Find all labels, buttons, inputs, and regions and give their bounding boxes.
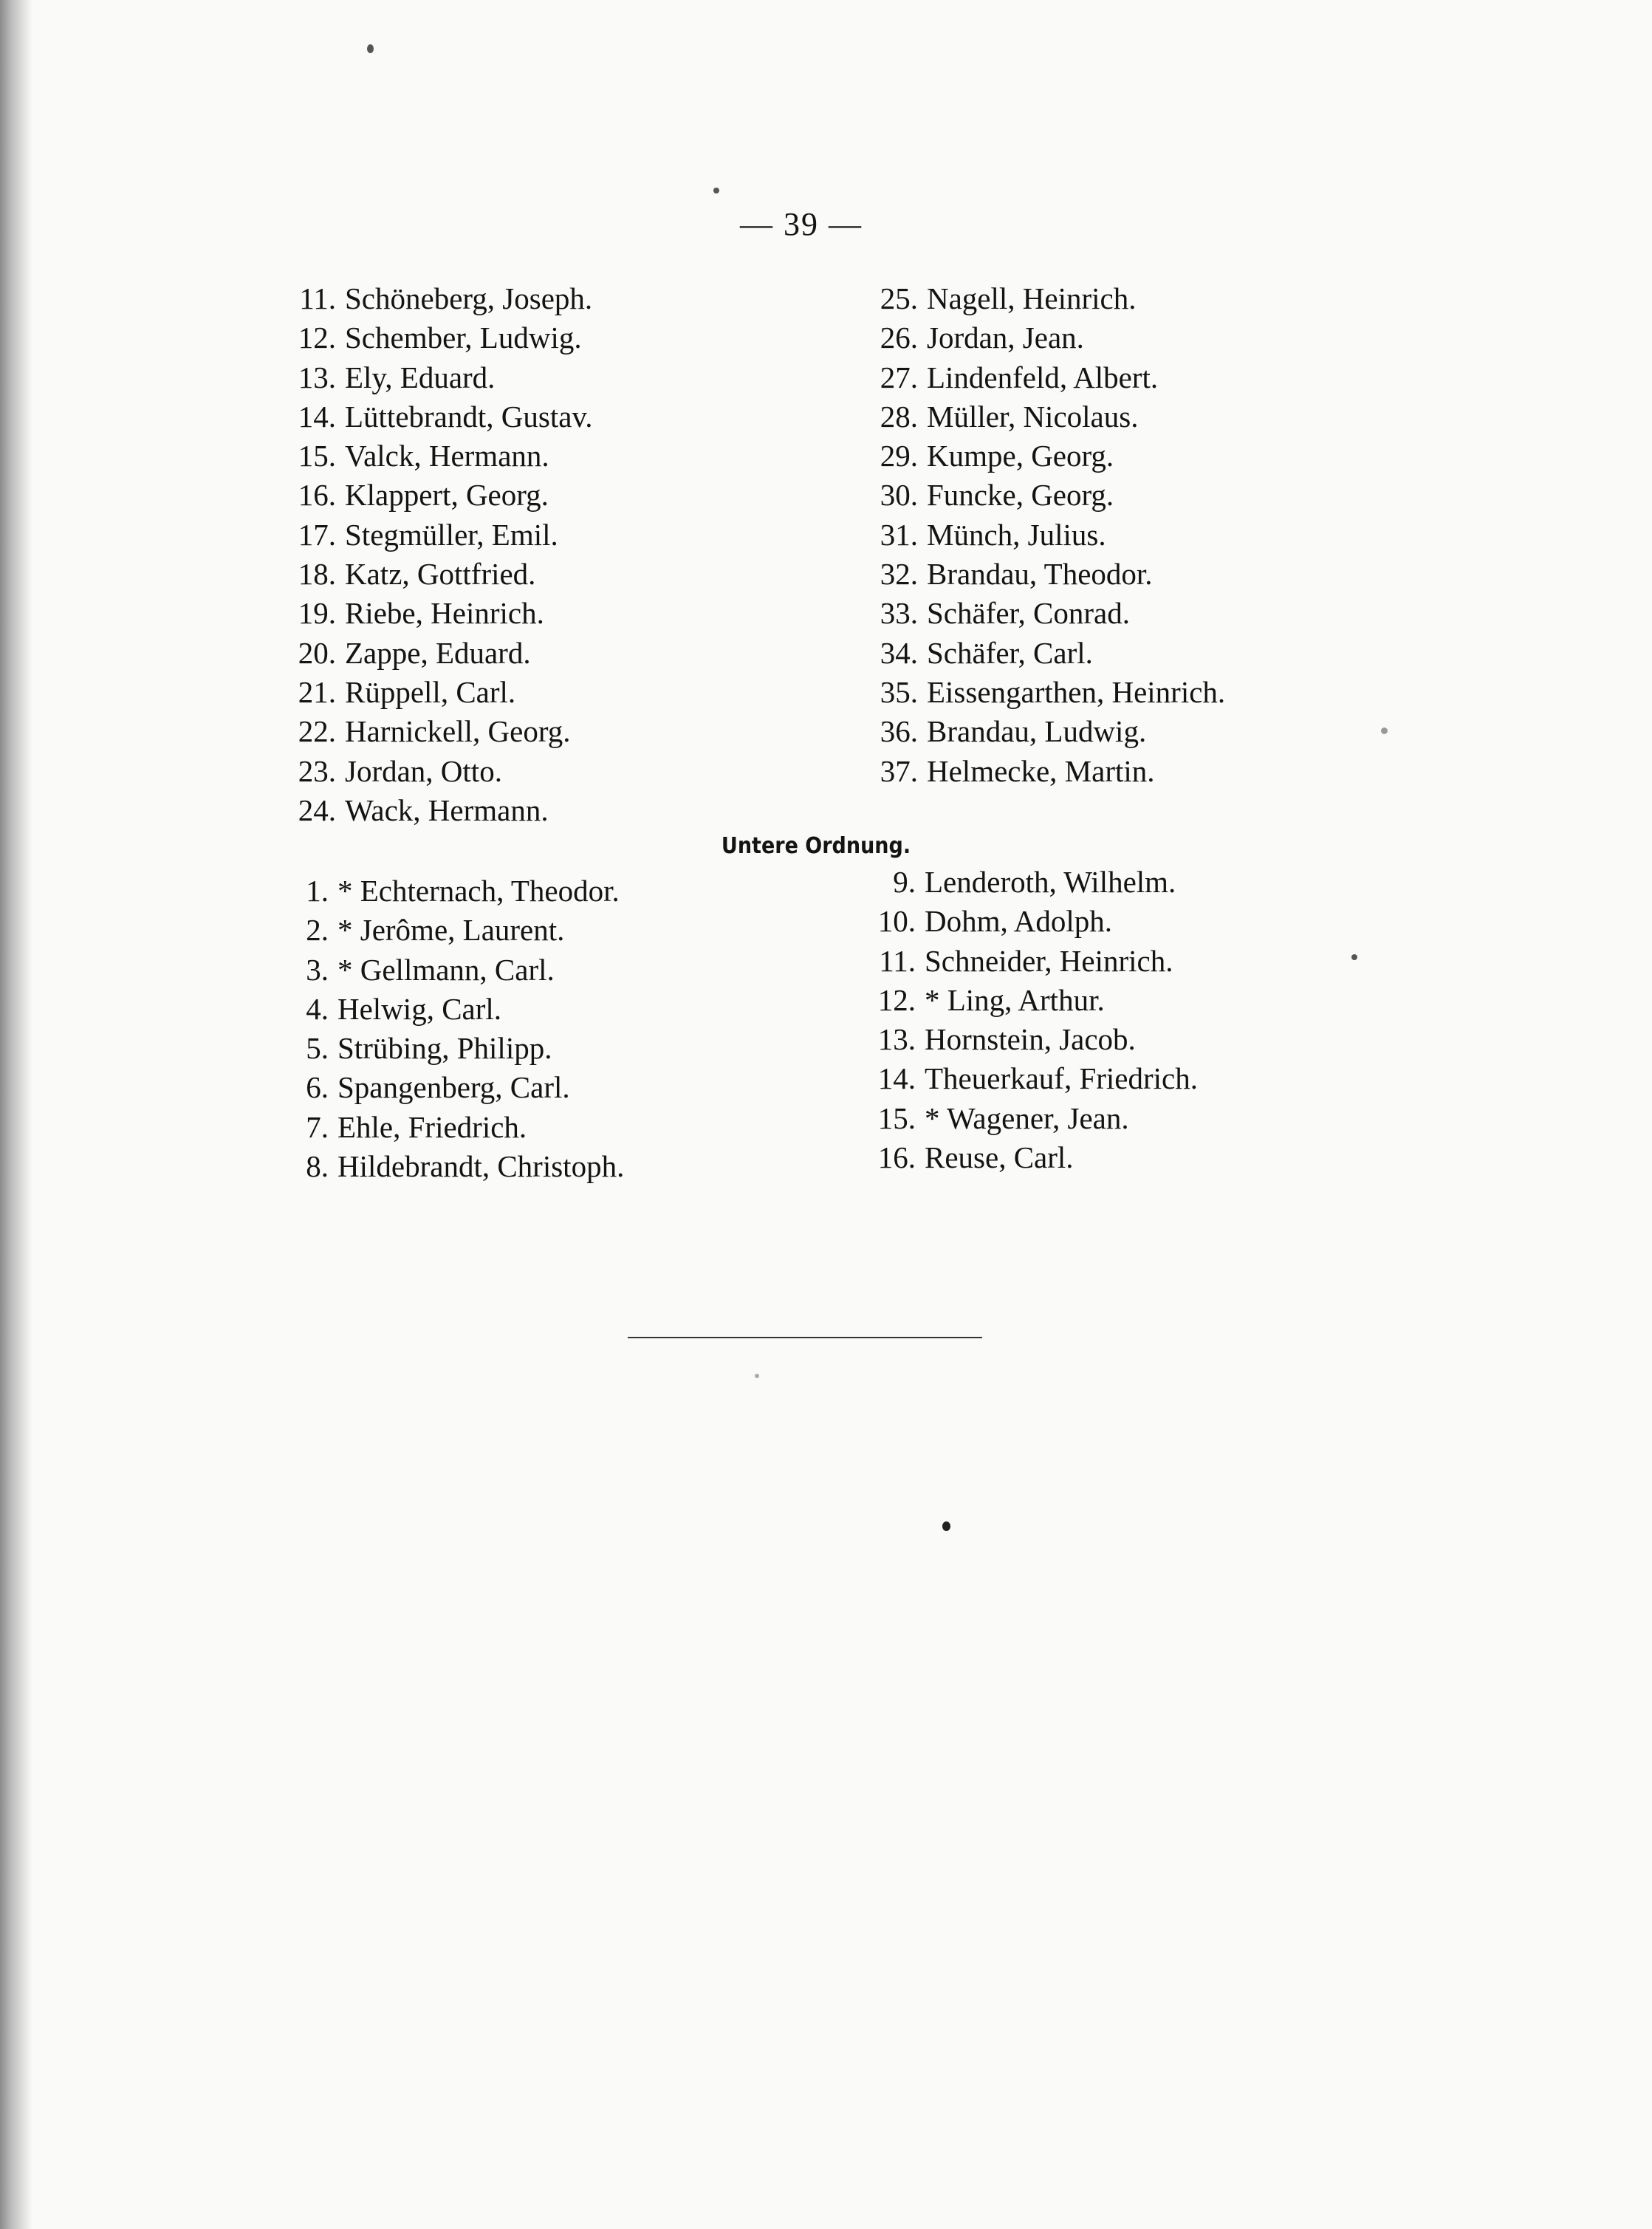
list-item bbox=[859, 318, 1225, 357]
list-item bbox=[284, 634, 593, 673]
entry-number: 14. bbox=[877, 1061, 916, 1096]
student-name: Klappert, Georg. bbox=[345, 478, 549, 513]
entry-number: 20. bbox=[298, 635, 336, 670]
student-name: * Echternach, Theodor. bbox=[337, 874, 620, 908]
entry-number: 16. bbox=[877, 1140, 916, 1175]
list-item bbox=[284, 318, 593, 357]
entry-number: 23. bbox=[298, 753, 336, 788]
entry-number: 10. bbox=[877, 904, 916, 939]
list-item bbox=[859, 752, 1225, 791]
student-name: Ely, Eduard. bbox=[345, 360, 496, 394]
entry-number: 5. bbox=[306, 1031, 329, 1066]
ink-speck bbox=[367, 44, 374, 53]
student-name: Lüttebrandt, Gustav. bbox=[345, 399, 593, 434]
entry-number: 31. bbox=[880, 517, 918, 552]
entry-number: 18. bbox=[298, 557, 336, 592]
list-item bbox=[284, 279, 593, 318]
entry-number: 32. bbox=[880, 557, 918, 592]
entry-number: 26. bbox=[880, 321, 918, 355]
list-item bbox=[859, 279, 1225, 318]
entry-number: 15. bbox=[877, 1100, 916, 1135]
student-name: Schneider, Heinrich. bbox=[925, 943, 1173, 978]
list-item bbox=[284, 990, 624, 1029]
list-item bbox=[859, 555, 1225, 594]
list-item bbox=[284, 397, 593, 436]
list-item bbox=[859, 673, 1225, 712]
ink-speck bbox=[713, 188, 719, 194]
student-name: * Wagener, Jean. bbox=[925, 1100, 1129, 1135]
entry-number: 30. bbox=[880, 478, 918, 513]
list-item bbox=[857, 902, 1198, 941]
student-name: * Jerôme, Laurent. bbox=[337, 913, 565, 948]
student-name: Theuerkauf, Friedrich. bbox=[925, 1061, 1198, 1096]
list-item bbox=[859, 516, 1225, 555]
entry-number: 1. bbox=[306, 874, 329, 908]
entry-number: 19. bbox=[298, 596, 336, 631]
list-item bbox=[284, 911, 624, 950]
student-name: Helwig, Carl. bbox=[337, 991, 502, 1026]
student-name: Rüppell, Carl. bbox=[345, 674, 516, 709]
entry-number: 13. bbox=[298, 360, 336, 394]
entry-number: 9. bbox=[893, 865, 916, 899]
student-name: Jordan, Otto. bbox=[345, 753, 502, 788]
entry-number: 15. bbox=[298, 439, 336, 473]
student-list-lower-left bbox=[284, 872, 624, 1186]
ink-speck bbox=[1381, 727, 1388, 734]
entry-number: 6. bbox=[306, 1070, 329, 1105]
list-item bbox=[284, 872, 624, 911]
student-name: Hildebrandt, Christoph. bbox=[337, 1149, 625, 1184]
list-item bbox=[859, 594, 1225, 633]
entry-number: 12. bbox=[298, 321, 336, 355]
entry-number: 21. bbox=[298, 674, 336, 709]
list-item bbox=[857, 863, 1198, 902]
entry-number: 24. bbox=[298, 792, 336, 827]
list-item bbox=[284, 436, 593, 476]
section-heading: Untere Ordnung. bbox=[721, 833, 911, 859]
student-name: Schäfer, Conrad. bbox=[927, 596, 1131, 631]
entry-number: 34. bbox=[880, 635, 918, 670]
student-name: Eissengarthen, Heinrich. bbox=[927, 674, 1226, 709]
list-item bbox=[284, 1029, 624, 1068]
student-name: Ehle, Friedrich. bbox=[337, 1109, 527, 1144]
list-item bbox=[859, 436, 1225, 476]
student-list-upper-left bbox=[284, 279, 593, 830]
entry-number: 8. bbox=[306, 1149, 329, 1184]
list-item bbox=[284, 712, 593, 751]
student-name: Harnickell, Georg. bbox=[345, 714, 571, 749]
entry-number: 22. bbox=[298, 714, 336, 749]
list-item bbox=[857, 1059, 1198, 1098]
entry-number: 36. bbox=[880, 714, 918, 749]
list-item bbox=[857, 942, 1198, 981]
list-item bbox=[859, 634, 1225, 673]
list-item bbox=[284, 1108, 624, 1147]
list-item bbox=[859, 712, 1225, 751]
entry-number: 27. bbox=[880, 360, 918, 394]
page-number: — 39 — bbox=[740, 206, 863, 242]
list-item bbox=[284, 516, 593, 555]
entry-number: 13. bbox=[877, 1022, 916, 1057]
list-item bbox=[284, 752, 593, 791]
student-name: Hornstein, Jacob. bbox=[925, 1022, 1136, 1057]
student-name: Zappe, Eduard. bbox=[345, 635, 531, 670]
student-name: Schäfer, Carl. bbox=[927, 635, 1093, 670]
list-item bbox=[857, 1020, 1198, 1059]
student-name: * Gellmann, Carl. bbox=[337, 952, 555, 987]
student-name: Nagell, Heinrich. bbox=[927, 281, 1137, 315]
entry-number: 28. bbox=[880, 399, 918, 434]
student-name: Helmecke, Martin. bbox=[927, 753, 1155, 788]
student-name: Schember, Ludwig. bbox=[345, 321, 582, 355]
entry-number: 25. bbox=[880, 281, 918, 315]
list-item bbox=[284, 951, 624, 990]
entry-number: 16. bbox=[298, 478, 336, 513]
list-item bbox=[284, 476, 593, 515]
student-name: Valck, Hermann. bbox=[345, 439, 549, 473]
student-name: Katz, Gottfried. bbox=[345, 557, 536, 592]
entry-number: 17. bbox=[298, 517, 336, 552]
entry-number: 11. bbox=[299, 281, 336, 315]
entry-number: 35. bbox=[880, 674, 918, 709]
student-name: Brandau, Ludwig. bbox=[927, 714, 1147, 749]
entry-number: 12. bbox=[877, 982, 916, 1017]
list-item bbox=[284, 1068, 624, 1107]
ink-speck bbox=[942, 1521, 950, 1531]
student-name: Dohm, Adolph. bbox=[925, 904, 1112, 939]
student-name: Funcke, Georg. bbox=[927, 478, 1114, 513]
ink-speck bbox=[755, 1374, 759, 1378]
list-item bbox=[857, 981, 1198, 1020]
student-name: Jordan, Jean. bbox=[927, 321, 1084, 355]
ink-speck bbox=[1351, 954, 1357, 960]
student-list-lower-right bbox=[857, 863, 1198, 1177]
entry-number: 11. bbox=[879, 943, 916, 978]
entry-number: 37. bbox=[880, 753, 918, 788]
student-name: Kumpe, Georg. bbox=[927, 439, 1114, 473]
entry-number: 33. bbox=[880, 596, 918, 631]
student-name: Lindenfeld, Albert. bbox=[927, 360, 1159, 394]
student-name: Spangenberg, Carl. bbox=[337, 1070, 570, 1105]
list-item bbox=[284, 673, 593, 712]
student-name: Strübing, Philipp. bbox=[337, 1031, 552, 1066]
entry-number: 2. bbox=[306, 913, 329, 948]
student-name: Stegmüller, Emil. bbox=[345, 517, 558, 552]
entry-number: 3. bbox=[306, 952, 329, 987]
list-item bbox=[284, 594, 593, 633]
list-item bbox=[284, 791, 593, 830]
list-item bbox=[859, 476, 1225, 515]
student-name: * Ling, Arthur. bbox=[925, 982, 1105, 1017]
student-name: Müller, Nicolaus. bbox=[927, 399, 1139, 434]
entry-number: 7. bbox=[306, 1109, 329, 1144]
student-list-upper-right bbox=[859, 279, 1225, 791]
student-name: Riebe, Heinrich. bbox=[345, 596, 544, 631]
list-item bbox=[857, 1138, 1198, 1177]
entry-number: 29. bbox=[880, 439, 918, 473]
list-item bbox=[859, 358, 1225, 397]
list-item bbox=[859, 397, 1225, 436]
student-name: Münch, Julius. bbox=[927, 517, 1106, 552]
student-name: Brandau, Theodor. bbox=[927, 557, 1153, 592]
entry-number: 4. bbox=[306, 991, 329, 1026]
student-name: Lenderoth, Wilhelm. bbox=[925, 865, 1176, 899]
horizontal-rule bbox=[628, 1337, 982, 1338]
student-name: Wack, Hermann. bbox=[345, 792, 549, 827]
list-item bbox=[284, 358, 593, 397]
list-item bbox=[284, 555, 593, 594]
binding-edge bbox=[0, 0, 32, 2229]
list-item bbox=[284, 1147, 624, 1186]
entry-number: 14. bbox=[298, 399, 336, 434]
list-item bbox=[857, 1099, 1198, 1138]
student-name: Reuse, Carl. bbox=[925, 1140, 1074, 1175]
student-name: Schöneberg, Joseph. bbox=[345, 281, 593, 315]
